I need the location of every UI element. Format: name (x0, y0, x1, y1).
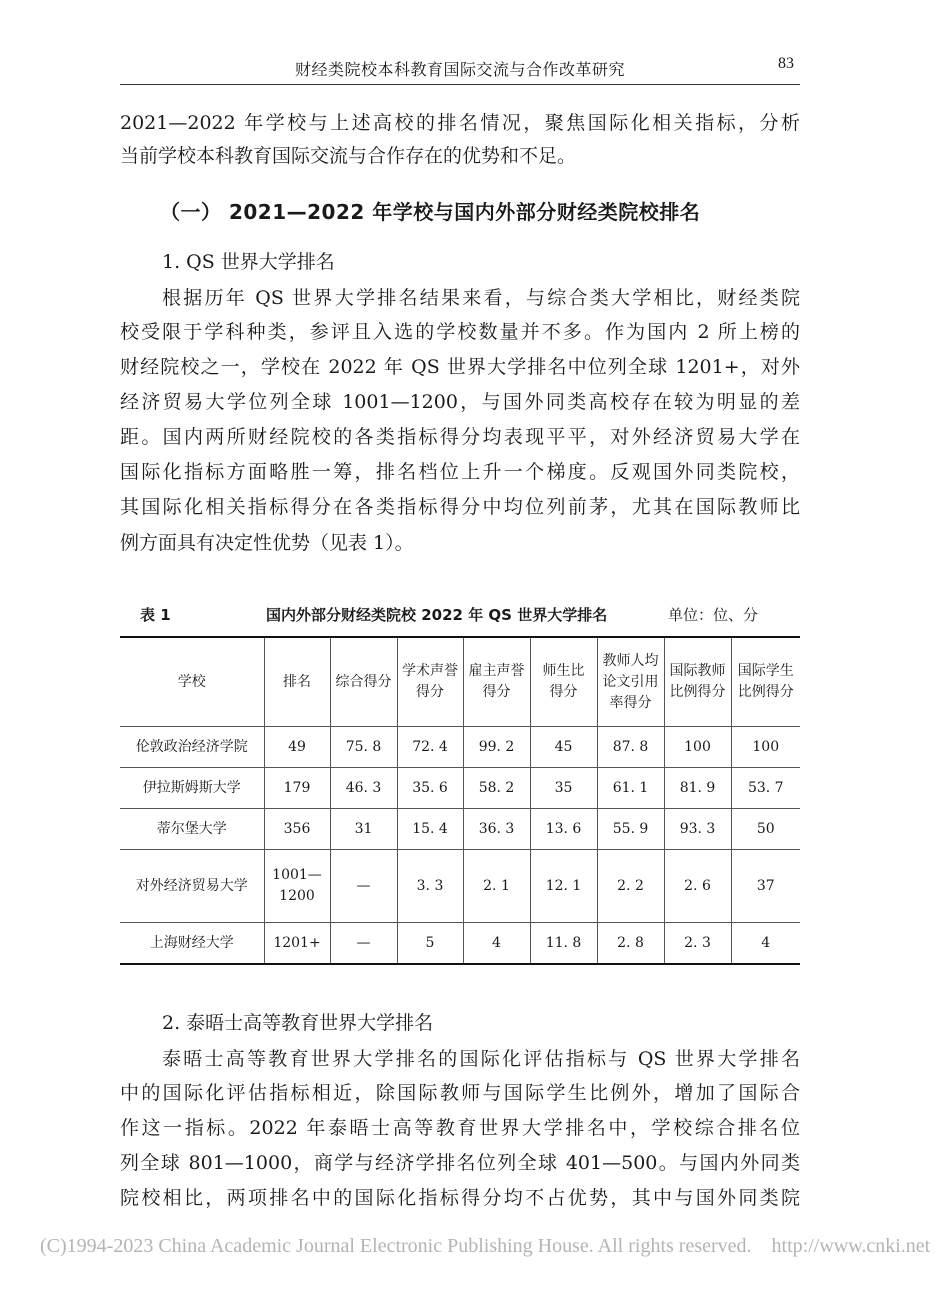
cell-text: 179 (283, 779, 311, 796)
footer-url: http://www.cnki.net (771, 1235, 931, 1257)
table-header-text: 比例得分 (737, 684, 794, 700)
cell-text: 2. 2 (617, 877, 644, 894)
table-cell (330, 850, 397, 923)
cell-text: 5 (425, 934, 435, 951)
cell-text: 伊拉斯姆斯大学 (142, 779, 241, 796)
paragraph-line: 列全球 801—1000，商学与经济学排名位列全球 401—500。与国内外同类 (120, 1152, 800, 1174)
table-row (120, 727, 800, 768)
cell-text: 36. 3 (478, 820, 515, 837)
table-cell (330, 768, 397, 809)
cell-text: 对外经济贸易大学 (135, 877, 248, 894)
paragraph-line: 其国际化相关指标得分在各类指标得分中均位列前茅，尤其在国际教师比 (120, 496, 800, 518)
copyright-footer (40, 1235, 930, 1258)
table-header-cell (330, 637, 397, 727)
table-header-text: 比例得分 (669, 684, 726, 700)
table-header-text: 得分 (549, 684, 578, 700)
table-cell (664, 809, 731, 850)
table-cell (463, 809, 530, 850)
table-row (120, 768, 800, 809)
table-cell (731, 923, 800, 965)
table-caption (120, 604, 800, 628)
school-name-cell (120, 768, 264, 809)
paragraph-line: 泰晤士高等教育世界大学排名的国际化评估指标与 QS 世界大学排名 (162, 1048, 800, 1070)
cell-text: 100 (752, 738, 780, 755)
cell-text: 75. 8 (345, 738, 382, 755)
cell-text: 1001— (272, 867, 322, 883)
table-cell (664, 768, 731, 809)
table-cell (397, 923, 463, 965)
paragraph-line: 根据历年 QS 世界大学排名结果来看，与综合类大学相比，财经类院 (162, 287, 800, 309)
running-header (120, 54, 800, 85)
cell-text: 50 (756, 820, 775, 837)
cell-text: 61. 1 (612, 779, 649, 796)
table-cell (530, 809, 597, 850)
school-name-cell (120, 923, 264, 965)
table-cell (463, 923, 530, 965)
cell-text: 4 (761, 934, 771, 951)
cell-text: 蒂尔堡大学 (156, 820, 227, 837)
cell-text: 35. 6 (412, 779, 448, 796)
intro-line: 当前学校本科教育国际交流与合作存在的优势和不足。 (120, 145, 577, 167)
table-cell (264, 727, 330, 768)
table-cell (731, 850, 800, 923)
table-cell (597, 809, 664, 850)
table-label: 表 1 (140, 606, 171, 624)
cell-text: 99. 2 (478, 738, 515, 755)
cell-text: 93. 3 (679, 820, 716, 837)
cell-text: 2. 1 (483, 877, 510, 894)
table-header-text: 得分 (416, 684, 444, 700)
cell-text: 2. 3 (684, 934, 711, 951)
cell-text: 1200 (279, 888, 315, 904)
cell-text: 1201+ (273, 934, 321, 951)
table-header-cell (731, 637, 800, 727)
table-body (120, 727, 800, 965)
table-cell (264, 850, 330, 923)
table-cell (397, 809, 463, 850)
cell-text: — (356, 877, 371, 894)
cell-text: 35 (554, 779, 573, 796)
paragraph-line: 财经院校之一，学校在 2022 年 QS 世界大学排名中位列全球 1201+，对外 (120, 356, 800, 378)
table-header-text: 综合得分 (335, 673, 392, 690)
table-header-text: 得分 (482, 684, 511, 700)
table-cell (397, 768, 463, 809)
cell-text: 53. 7 (747, 779, 784, 796)
table-header-text: 教师人均 (602, 652, 659, 669)
cell-text: 72. 4 (412, 738, 448, 755)
cell-text: 37 (756, 877, 775, 894)
table-cell (397, 727, 463, 768)
table-header-text: 学术声誉 (402, 663, 458, 679)
table-header-cell (120, 637, 264, 727)
table-row (120, 850, 800, 923)
school-name-cell (120, 727, 264, 768)
table-cell (664, 850, 731, 923)
table-cell (330, 727, 397, 768)
subsection-heading-the: 2. 泰晤士高等教育世界大学排名 (162, 1012, 434, 1034)
cell-text: 55. 9 (612, 820, 649, 837)
table-header-cell (397, 637, 463, 727)
table-header-cell (664, 637, 731, 727)
cell-text: 31 (354, 820, 373, 837)
cell-text: 13. 6 (545, 820, 582, 837)
table-cell (597, 923, 664, 965)
table-header-cell (264, 637, 330, 727)
table-header-text: 国际学生 (737, 663, 794, 679)
subsection-heading-qs: 1. QS 世界大学排名 (162, 251, 335, 273)
table-header-text: 师生比 (542, 663, 585, 679)
cell-text: 45 (554, 738, 573, 755)
paragraph-line: 校受限于学科种类，参评且入选的学校数量并不多。作为国内 2 所上榜的 (120, 321, 800, 343)
table-cell (330, 923, 397, 965)
table-cell (597, 727, 664, 768)
cell-text: 2. 6 (684, 877, 711, 894)
table-header-text: 学校 (177, 673, 206, 690)
table-cell (530, 923, 597, 965)
cell-text: 2. 8 (617, 934, 644, 951)
paragraph-line: 国际化指标方面略胜一筹，排名档位上升一个梯度。反观国外同类院校， (120, 461, 800, 483)
paragraph-line: 作这一指标。2022 年泰晤士高等教育世界大学排名中，学校综合排名位 (120, 1117, 800, 1139)
table-cell (463, 768, 530, 809)
table-cell (597, 850, 664, 923)
cell-text: — (356, 934, 371, 951)
table-header-cell (463, 637, 530, 727)
cell-text: 15. 4 (412, 820, 448, 837)
section-heading: （一） 2021—2022 年学校与国内外部分财经类院校排名 (160, 200, 701, 224)
table-cell (530, 727, 597, 768)
page-number: 83 (778, 55, 794, 72)
cell-text: 87. 8 (612, 738, 649, 755)
table-header-cell (530, 637, 597, 727)
table-cell (530, 850, 597, 923)
table-title: 国内外部分财经类院校 2022 年 QS 世界大学排名 (266, 606, 608, 624)
cell-text: 上海财经大学 (149, 934, 234, 951)
intro-line: 2021—2022 年学校与上述高校的排名情况，聚焦国际化相关指标，分析 (120, 112, 800, 134)
table-cell (731, 809, 800, 850)
cell-text: 46. 3 (345, 779, 382, 796)
cell-text: 12. 1 (545, 877, 582, 894)
table-cell (731, 727, 800, 768)
table-cell (264, 768, 330, 809)
copyright-text: (C)1994-2023 China Academic Journal Electronic Publishing House. All rights reserved. (40, 1235, 752, 1257)
ranking-table (120, 636, 800, 965)
cell-text: 3. 3 (416, 877, 444, 894)
cell-text: 100 (684, 738, 711, 755)
table-cell (731, 768, 800, 809)
table-cell (330, 809, 397, 850)
table-row (120, 923, 800, 965)
cell-text: 49 (288, 738, 306, 755)
table-header-text: 论文引用 (602, 673, 659, 690)
paragraph-line: 院校相比，两项排名中的国际化指标得分均不占优势，其中与国外同类院 (120, 1187, 800, 1209)
table-cell (397, 850, 463, 923)
table-row (120, 809, 800, 850)
cell-text: 4 (492, 934, 501, 951)
table-header-text: 雇主声誉 (468, 663, 525, 679)
cell-text: 伦敦政治经济学院 (135, 738, 248, 755)
table-header-text: 率得分 (609, 694, 652, 711)
table-unit: 单位：位、分 (668, 606, 759, 624)
cell-text: 11. 8 (545, 934, 582, 951)
paragraph-line: 距。国内两所财经院校的各类指标得分均表现平平，对外经济贸易大学在 (120, 426, 800, 448)
table-cell (664, 727, 731, 768)
running-title: 财经类院校本科教育国际交流与合作改革研究 (294, 60, 625, 79)
cell-text: 356 (283, 820, 311, 837)
table-cell (664, 923, 731, 965)
cell-text: 58. 2 (478, 779, 515, 796)
table-cell (264, 809, 330, 850)
paragraph-line: 中的国际化评估指标相近，除国际教师与国际学生比例外，增加了国际合 (120, 1082, 800, 1104)
table-header-text: 排名 (283, 673, 311, 690)
cell-text: 81. 9 (679, 779, 716, 796)
table-header-cell (597, 637, 664, 727)
paragraph-line: 例方面具有决定性优势（见表 1）。 (120, 532, 414, 554)
paragraph-line: 经济贸易大学位列全球 1001—1200，与国外同类高校存在较为明显的差 (120, 391, 800, 413)
table-cell (597, 768, 664, 809)
table-header-text: 国际教师 (669, 663, 726, 679)
school-name-cell (120, 809, 264, 850)
table-cell (264, 923, 330, 965)
school-name-cell (120, 850, 264, 923)
table-cell (530, 768, 597, 809)
table-cell (463, 727, 530, 768)
table-cell (463, 850, 530, 923)
table-header-row (120, 637, 800, 727)
